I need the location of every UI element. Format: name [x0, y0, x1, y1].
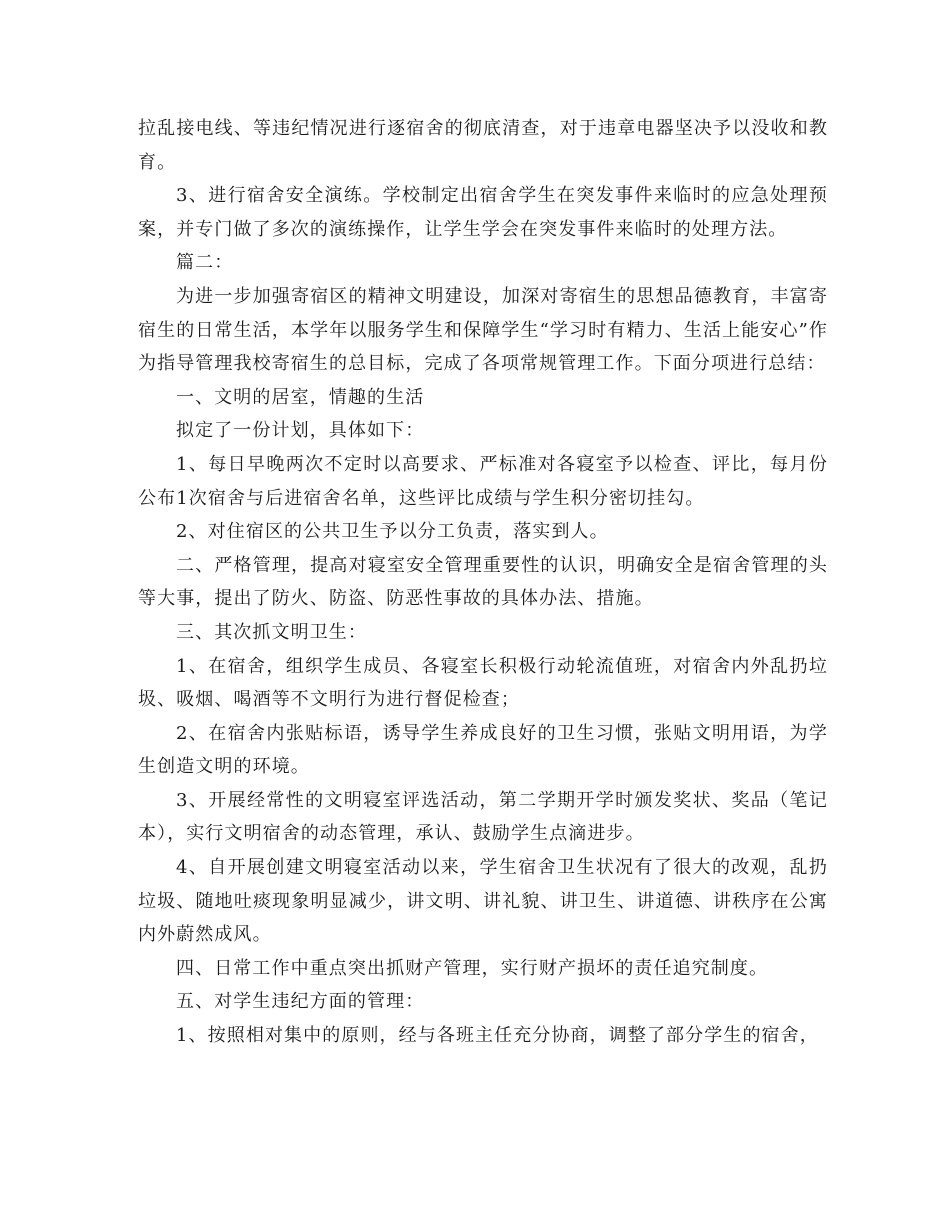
- list-item: 1、按照相对集中的原则，经与各班主任充分协商，调整了部分学生的宿舍，: [176, 1025, 819, 1047]
- section-heading: 四、日常工作中重点突出抓财产管理，实行财产损坏的责任追究制度。: [176, 957, 769, 979]
- section-heading: 五、对学生违纪方面的管理：: [176, 991, 425, 1013]
- list-item: 1、在宿舍，组织学生成员、各寝室长积极行动轮流值班，对宿舍内外乱扔垃圾、吸烟、喝酒等不文明行为进行督促检查；: [138, 655, 828, 711]
- list-item: 2、对住宿区的公共卫生予以分工负责，落实到人。: [176, 521, 609, 543]
- paragraph: 为进一步加强寄宿区的精神文明建设，加深对寄宿生的思想品德教育，丰富寄宿生的日常生活，本学年以服务学生和保障学生“学习时有精力、生活上能安心”作为指导管理我校寄宿生的总目标，完成了各项常规管理工作。下面分项进行总结：: [138, 285, 828, 375]
- paragraph: 拟定了一份计划，具体如下：: [176, 420, 425, 442]
- list-item: 1、每日早晚两次不定时以高要求、严标准对各寝室予以检查、评比，每月份公布1次宿舍与后进宿舍名单，这些评比成绩与学生积分密切挂勾。: [138, 453, 828, 509]
- section-heading: 篇二：: [176, 252, 234, 274]
- paragraph: 3、进行宿舍安全演练。学校制定出宿舍学生在突发事件来临时的应急处理预案，并专门做了多次的演练操作，让学生学会在突发事件来临时的处理方法。: [138, 185, 828, 240]
- list-item: 2、在宿舍内张贴标语，诱导学生养成良好的卫生习惯，张贴文明用语，为学生创造文明的环境。: [138, 722, 828, 778]
- section-heading: 一、文明的居室，情趣的生活: [176, 386, 425, 408]
- section-heading: 二、严格管理，提高对寝室安全管理重要性的认识，明确安全是宿舍管理的头等大事，提出了防火、防盗、防恶性事故的具体办法、措施。: [138, 554, 828, 610]
- paragraph: 拉乱接电线、等违纪情况进行逐宿舍的彻底清查，对于违章电器坚决予以没收和教育。: [138, 118, 828, 173]
- section-heading: 三、其次抓文明卫生：: [176, 621, 367, 643]
- body-text: [138, 112, 828, 1053]
- list-item: 4、自开展创建文明寝室活动以来，学生宿舍卫生状况有了很大的改观，乱扔垃圾、随地吐痰现象明显减少，讲文明、讲礼貌、讲卫生、讲道德、讲秩序在公寓内外蔚然成风。: [138, 857, 828, 946]
- list-item: 3、开展经常性的文明寝室评选活动，第二学期开学时颁发奖状、奖品（笔记本），实行文明宿舍的动态管理，承认、鼓励学生点滴进步。: [138, 789, 828, 845]
